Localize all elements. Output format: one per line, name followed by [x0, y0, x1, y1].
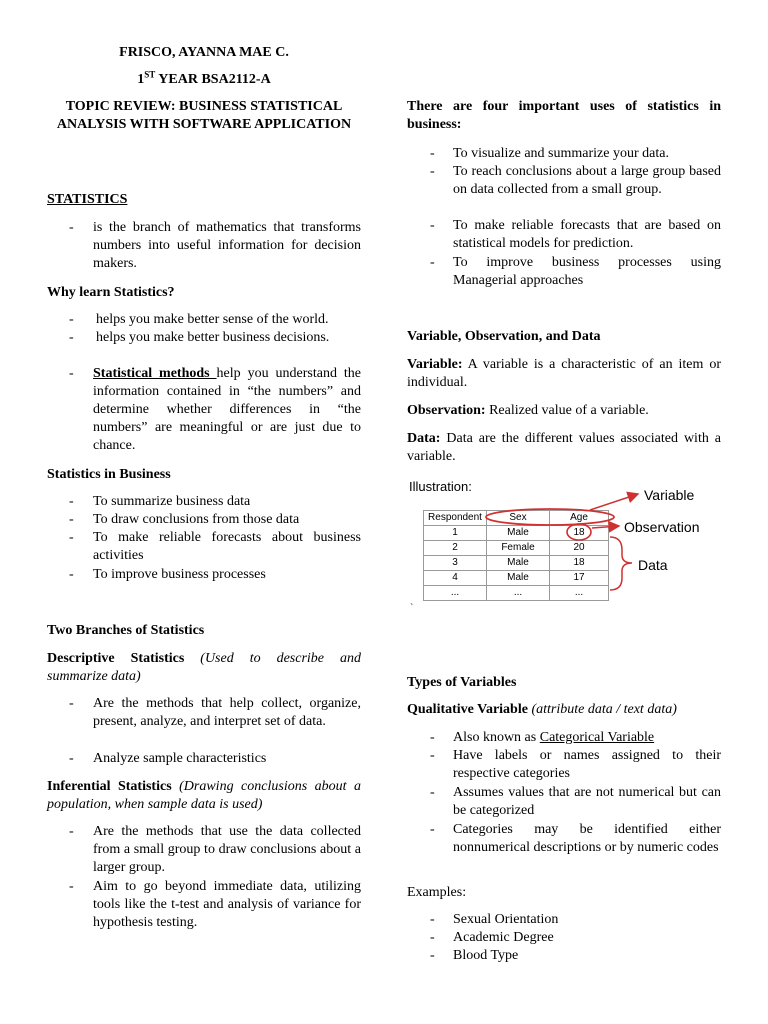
variable-definition: Variable: A variable is a characteristic of an item or individual. — [407, 357, 721, 390]
dash: - — [69, 312, 74, 327]
dash: - — [69, 696, 74, 711]
descriptive-item: Are the methods that help collect, organize, present, analyze, and interpret set of data. — [93, 696, 361, 729]
dash: - — [430, 730, 435, 745]
table-cell: Male — [487, 571, 550, 586]
author-name: FRISCO, AYANNA MAE C. — [119, 45, 289, 60]
observation-definition: Observation: Realized value of a variable. — [407, 403, 649, 418]
statistics-definition: is the branch of mathematics that transforms numbers into useful information for decision makers. — [93, 220, 361, 271]
dash: - — [69, 220, 74, 235]
variable-label: Variable — [644, 487, 695, 503]
dash: - — [69, 494, 74, 509]
topic-title: TOPIC REVIEW: BUSINESS STATISTICAL ANALYSIS WITH SOFTWARE APPLICATION — [56, 99, 352, 132]
observation-circle — [567, 524, 591, 540]
business-item: To make reliable forecasts about business activities — [93, 530, 361, 563]
dash: - — [430, 255, 435, 270]
table-cell: ... — [550, 586, 609, 601]
table-cell: Male — [487, 526, 550, 541]
types-heading: Types of Variables — [407, 675, 517, 690]
dash: - — [69, 879, 74, 894]
dash: - — [69, 366, 74, 381]
example-item: Sexual Orientation — [453, 912, 559, 927]
why-item: helps you make better sense of the world. — [96, 312, 329, 327]
qualitative-item: Have labels or names assigned to their respective categories — [453, 748, 721, 781]
variable-circle — [486, 509, 614, 525]
table-cell: 18 — [550, 526, 609, 541]
dash: - — [69, 512, 74, 527]
uses-heading: There are four important uses of statistics in business: — [407, 99, 721, 132]
qualitative-item: Categories may be identified either nonnumerical descriptions or by numeric codes — [453, 822, 721, 855]
table-cell: 20 — [550, 541, 609, 556]
examples-heading: Examples: — [407, 885, 467, 900]
why-item: helps you make better business decisions. — [96, 330, 330, 345]
branches-heading: Two Branches of Statistics — [47, 623, 205, 638]
descriptive-title: Descriptive Statistics (Used to describe and summarize data) — [47, 651, 361, 684]
table-cell: ... — [487, 586, 550, 601]
business-item: To improve business processes — [93, 567, 266, 582]
inferential-item: Are the methods that use the data collected from a small group to draw conclusions about a larger group. — [93, 824, 361, 875]
example-item: Academic Degree — [453, 930, 554, 945]
dash: - — [69, 530, 74, 545]
vod-heading: Variable, Observation, and Data — [407, 329, 601, 344]
dash: - — [430, 822, 435, 837]
inferential-item: Aim to go beyond immediate data, utilizing tools like the t-test and analysis of variance for hypothesis testing. — [93, 879, 361, 930]
table-cell: 4 — [424, 571, 487, 586]
table-cell: 1 — [424, 526, 487, 541]
qualitative-title: Qualitative Variable (attribute data / text data) — [407, 702, 677, 717]
dash: - — [69, 751, 74, 766]
dash: - — [430, 218, 435, 233]
business-item: To draw conclusions from those data — [93, 512, 300, 527]
uses-item: To improve business processes using Managerial approaches — [453, 255, 721, 288]
variable-arrow — [590, 494, 638, 510]
data-label: Data — [638, 557, 668, 573]
dash: - — [430, 748, 435, 763]
uses-item: To make reliable forecasts that are based on statistical models for prediction. — [453, 218, 721, 251]
table-header-cell: Respondent — [424, 511, 487, 526]
observation-label: Observation — [624, 519, 700, 535]
descriptive-item: Analyze sample characteristics — [93, 751, 267, 766]
business-heading: Statistics in Business — [47, 467, 171, 482]
uses-item: To reach conclusions about a large group based on data collected from a small group. — [453, 164, 721, 197]
dash: - — [430, 785, 435, 800]
observation-arrow — [592, 526, 619, 528]
table-cell: 18 — [550, 556, 609, 571]
categorical-variable-link: Categorical Variable — [539, 730, 655, 745]
table-cell: Female — [487, 541, 550, 556]
dash: - — [69, 330, 74, 345]
dash: - — [430, 912, 435, 927]
table-cell: 17 — [550, 571, 609, 586]
table-cell: 3 — [424, 556, 487, 571]
statistical-methods-text: Statistical methods help you understand the information contained in “the numbers” and determine whether differences in “the numbers” are meaningful or are just due to chance. — [93, 366, 361, 453]
dash: - — [69, 567, 74, 582]
dash: - — [430, 146, 435, 161]
dash: - — [430, 930, 435, 945]
example-item: Blood Type — [453, 948, 519, 963]
statistics-heading: STATISTICS — [47, 192, 128, 207]
business-item: To summarize business data — [93, 494, 251, 509]
dash: - — [430, 948, 435, 963]
year-section: 1ST YEAR BSA2112-A — [137, 69, 271, 87]
qualitative-item: Assumes values that are not numerical but can be categorized — [453, 785, 721, 818]
data-definition: Data: Data are the different values associated with a variable. — [407, 431, 721, 464]
table-header-cell: Age — [550, 511, 609, 526]
illustration-title: Illustration: — [409, 479, 472, 494]
inferential-title: Inferential Statistics (Drawing conclusions about a population, when sample data is used) — [47, 779, 361, 812]
data-bracket — [610, 537, 632, 590]
stray-mark: ` — [410, 603, 414, 614]
dash: - — [69, 824, 74, 839]
table-cell: 2 — [424, 541, 487, 556]
table-cell: ... — [424, 586, 487, 601]
uses-item: To visualize and summarize your data. — [453, 146, 669, 161]
qualitative-item: Also known as Categorical Variable — [453, 730, 655, 745]
table-cell: Male — [487, 556, 550, 571]
table-header-cell: Sex — [487, 511, 550, 526]
why-heading: Why learn Statistics? — [47, 285, 175, 300]
dash: - — [430, 164, 435, 179]
